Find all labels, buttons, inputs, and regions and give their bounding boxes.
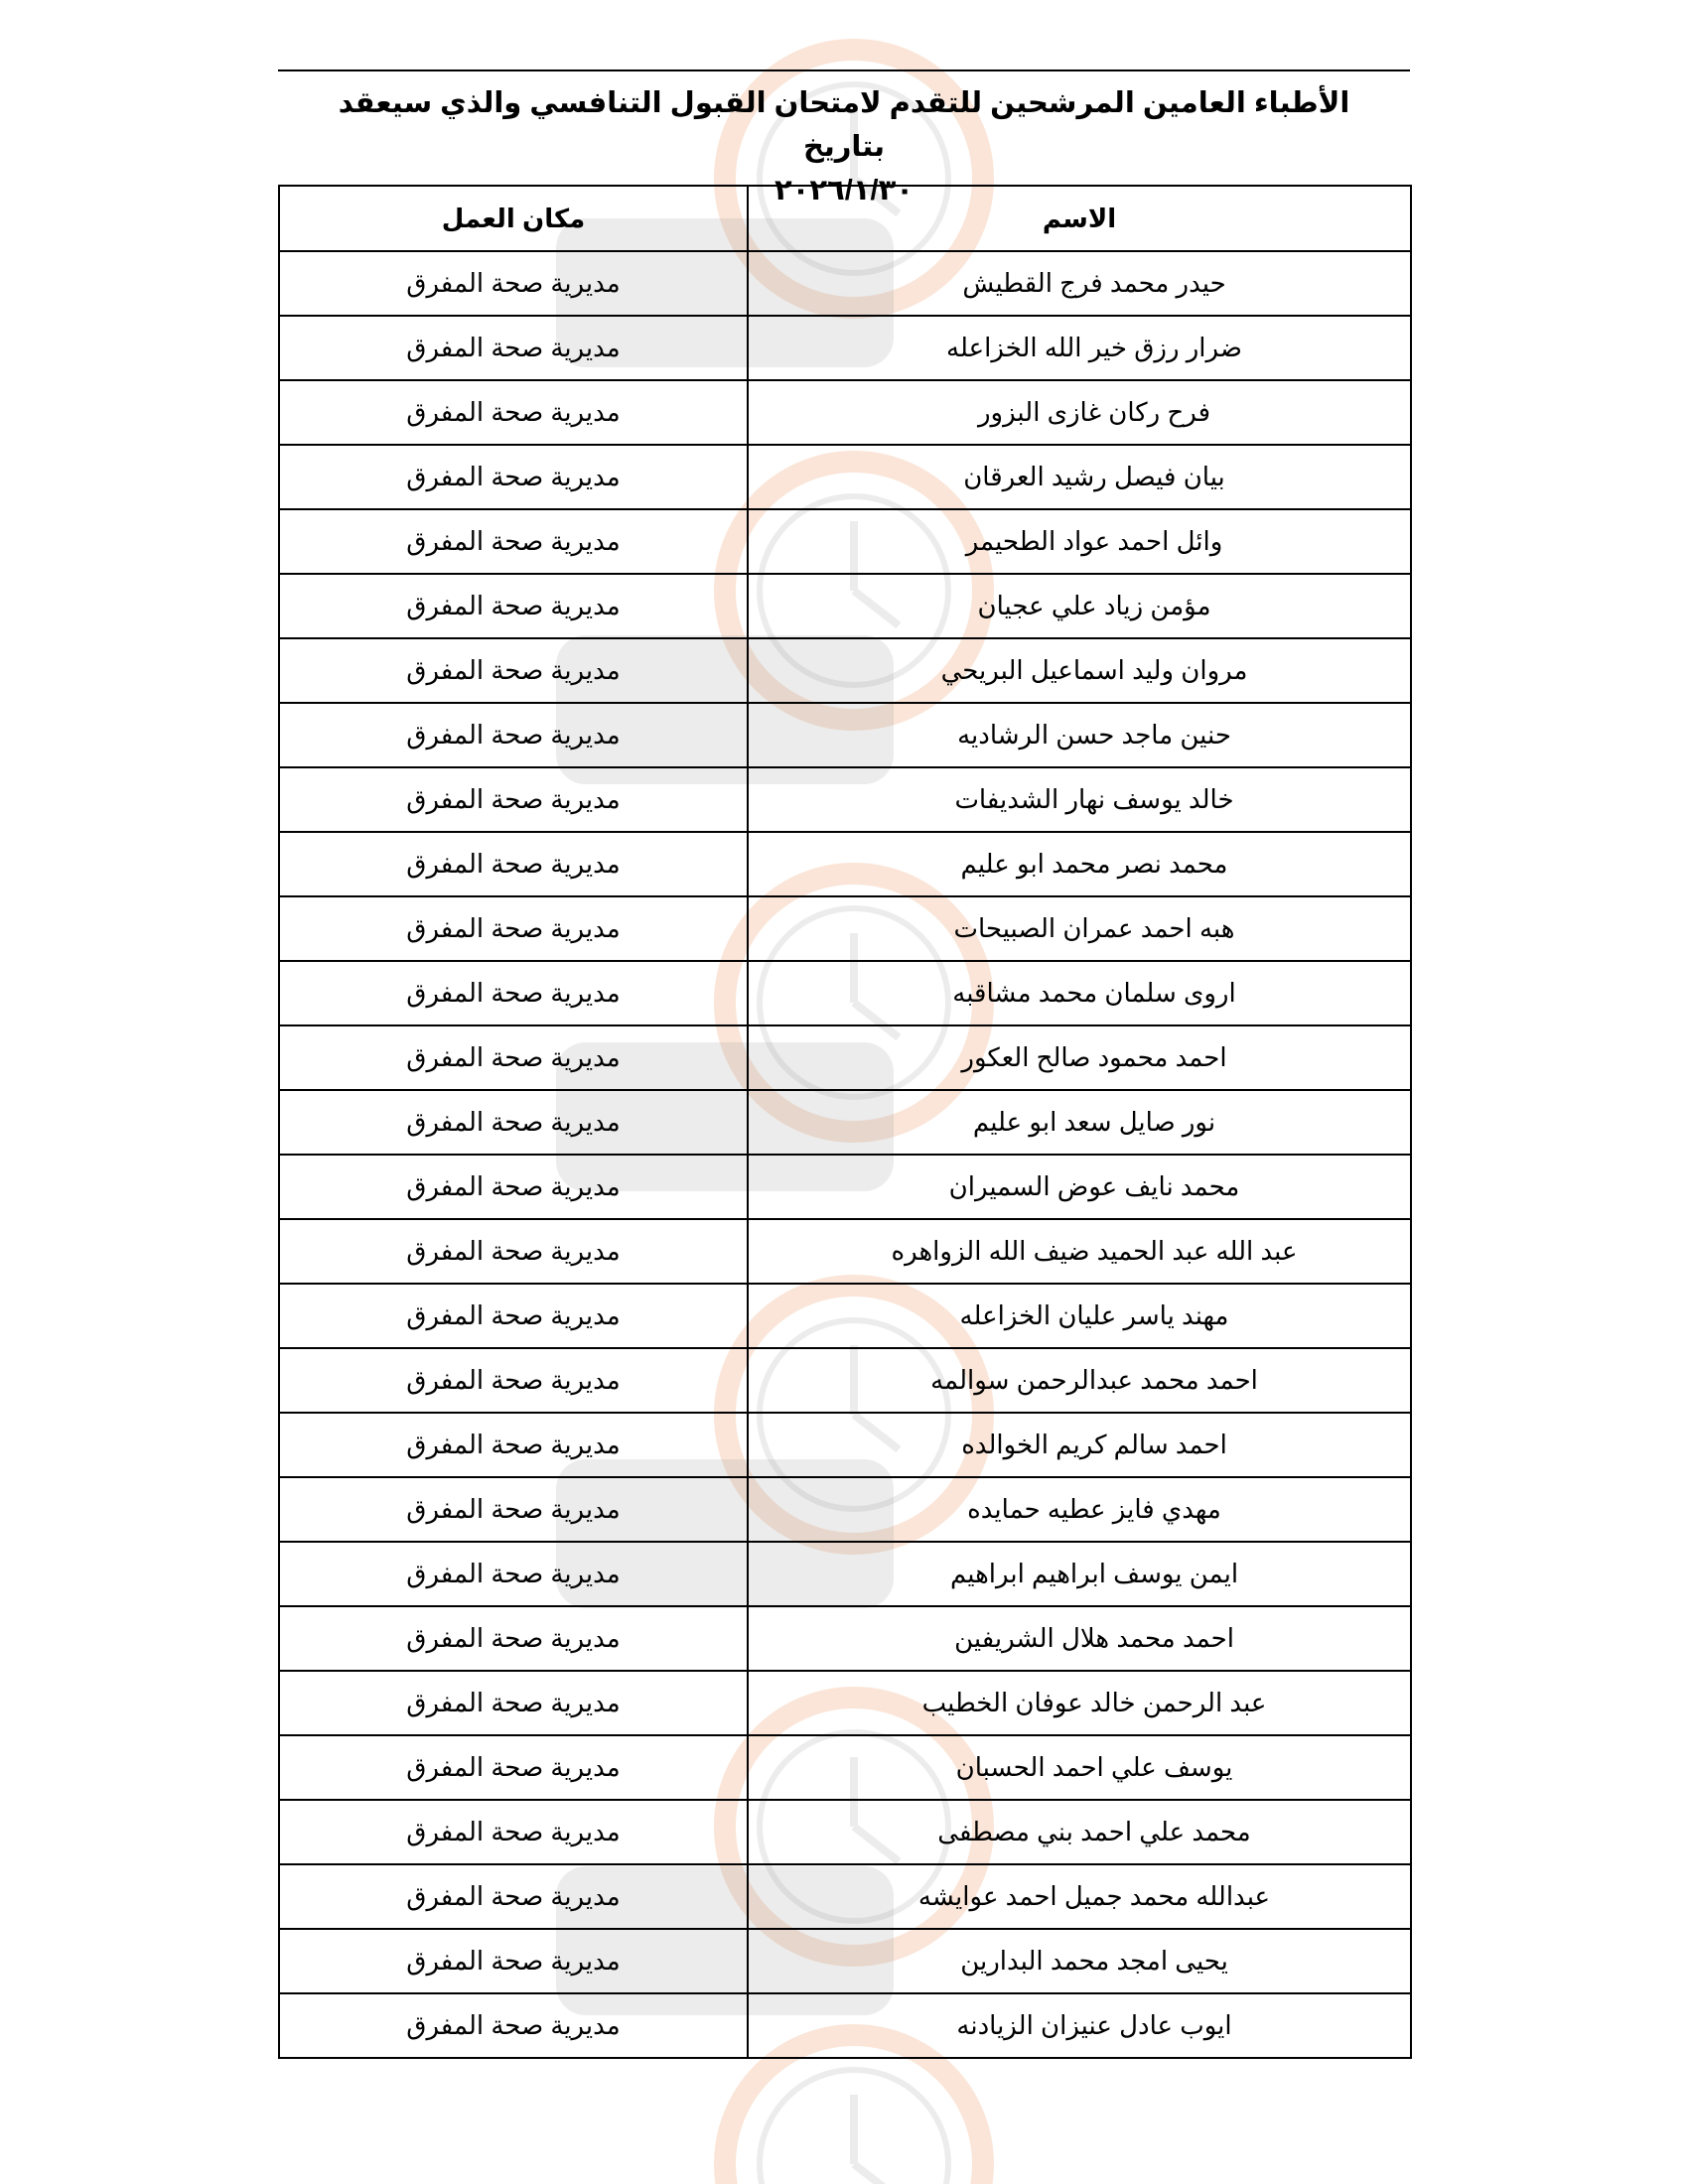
table-row [279, 1542, 1411, 1606]
table-row [279, 638, 1411, 703]
table-row [279, 445, 1411, 509]
candidates-table [278, 185, 1412, 2059]
cell-workplace: مديرية صحة المفرق [279, 638, 748, 703]
table-row [279, 1348, 1411, 1413]
title-line-1: الأطباء العامين المرشحين للتقدم لامتحان القبول التنافسي والذي سيعقد بتاريخ [338, 87, 1350, 163]
cell-workplace: مديرية صحة المفرق [279, 574, 748, 638]
cell-workplace: مديرية صحة المفرق [279, 1090, 748, 1155]
cell-name: احمد سالم كريم الخوالده [748, 1413, 1411, 1477]
table-row [279, 1735, 1411, 1800]
table-row [279, 1606, 1411, 1671]
cell-name: مهند ياسر عليان الخزاعله [748, 1284, 1411, 1348]
cell-workplace: مديرية صحة المفرق [279, 1800, 748, 1864]
cell-workplace: مديرية صحة المفرق [279, 961, 748, 1025]
table-row [279, 1929, 1411, 1993]
cell-workplace: مديرية صحة المفرق [279, 1735, 748, 1800]
cell-workplace: مديرية صحة المفرق [279, 1477, 748, 1542]
cell-name: مروان وليد اسماعيل البريحي [748, 638, 1411, 703]
cell-workplace: مديرية صحة المفرق [279, 1219, 748, 1284]
cell-name: ضرار رزق خير الله الخزاعله [748, 316, 1411, 380]
table-row [279, 703, 1411, 767]
cell-workplace: مديرية صحة المفرق [279, 703, 748, 767]
cell-workplace: مديرية صحة المفرق [279, 1284, 748, 1348]
cell-name: محمد نصر محمد ابو عليم [748, 832, 1411, 896]
cell-workplace: مديرية صحة المفرق [279, 767, 748, 832]
cell-name: يحيى امجد محمد البدارين [748, 1929, 1411, 1993]
cell-name: ايوب عادل عنيزان الزيادنه [748, 1993, 1411, 2058]
cell-workplace: مديرية صحة المفرق [279, 1542, 748, 1606]
cell-workplace: مديرية صحة المفرق [279, 380, 748, 445]
cell-name: خالد يوسف نهار الشديفات [748, 767, 1411, 832]
header-workplace: مكان العمل [279, 186, 748, 251]
table-row [279, 1477, 1411, 1542]
cell-name: عبدالله محمد جميل احمد عوايشه [748, 1864, 1411, 1929]
cell-workplace: مديرية صحة المفرق [279, 1025, 748, 1090]
cell-workplace: مديرية صحة المفرق [279, 251, 748, 316]
cell-name: حيدر محمد فرج القطيش [748, 251, 1411, 316]
cell-name: عبد الله عبد الحميد ضيف الله الزواهره [748, 1219, 1411, 1284]
table-row [279, 896, 1411, 961]
cell-name: مهدي فايز عطيه حمايده [748, 1477, 1411, 1542]
cell-name: محمد نايف عوض السميران [748, 1155, 1411, 1219]
table-row [279, 574, 1411, 638]
table-row [279, 1993, 1411, 2058]
table-header-row [279, 186, 1411, 251]
table-row [279, 1090, 1411, 1155]
table-row [279, 1155, 1411, 1219]
cell-name: ايمن يوسف ابراهيم ابراهيم [748, 1542, 1411, 1606]
title-date: ٢٠٢٦/١/٣٠ [774, 175, 914, 206]
table-row [279, 251, 1411, 316]
cell-name: محمد علي احمد بني مصطفى [748, 1800, 1411, 1864]
cell-name: وائل احمد عواد الطحيمر [748, 509, 1411, 574]
cell-workplace: مديرية صحة المفرق [279, 1348, 748, 1413]
cell-workplace: مديرية صحة المفرق [279, 896, 748, 961]
cell-name: فرح ركان غازى البزور [748, 380, 1411, 445]
cell-workplace: مديرية صحة المفرق [279, 1993, 748, 2058]
cell-workplace: مديرية صحة المفرق [279, 1671, 748, 1735]
table-body [279, 251, 1411, 2058]
cell-name: اروى سلمان محمد مشاقبه [748, 961, 1411, 1025]
cell-workplace: مديرية صحة المفرق [279, 445, 748, 509]
table-row [279, 1864, 1411, 1929]
header-name: الاسم [748, 186, 1411, 251]
table-row [279, 380, 1411, 445]
cell-workplace: مديرية صحة المفرق [279, 1864, 748, 1929]
cell-workplace: مديرية صحة المفرق [279, 1929, 748, 1993]
table-row [279, 1219, 1411, 1284]
table-row [279, 832, 1411, 896]
table-row [279, 1284, 1411, 1348]
cell-name: احمد محمود صالح العكور [748, 1025, 1411, 1090]
cell-name: احمد محمد عبدالرحمن سوالمه [748, 1348, 1411, 1413]
cell-name: بيان فيصل رشيد العرقان [748, 445, 1411, 509]
table-row [279, 767, 1411, 832]
cell-workplace: مديرية صحة المفرق [279, 832, 748, 896]
table-row [279, 961, 1411, 1025]
cell-name: احمد محمد هلال الشريفين [748, 1606, 1411, 1671]
table-row [279, 1671, 1411, 1735]
table-row [279, 1800, 1411, 1864]
top-rule [278, 69, 1410, 71]
table-row [279, 1025, 1411, 1090]
cell-name: يوسف علي احمد الحسبان [748, 1735, 1411, 1800]
table-row [279, 509, 1411, 574]
cell-name: نور صايل سعد ابو عليم [748, 1090, 1411, 1155]
cell-workplace: مديرية صحة المفرق [279, 509, 748, 574]
cell-workplace: مديرية صحة المفرق [279, 1606, 748, 1671]
table-row [279, 316, 1411, 380]
table-row [279, 1413, 1411, 1477]
cell-name: هبه احمد عمران الصبيحات [748, 896, 1411, 961]
cell-workplace: مديرية صحة المفرق [279, 1413, 748, 1477]
cell-workplace: مديرية صحة المفرق [279, 316, 748, 380]
cell-name: مؤمن زياد علي عجيان [748, 574, 1411, 638]
cell-workplace: مديرية صحة المفرق [279, 1155, 748, 1219]
cell-name: حنين ماجد حسن الرشاديه [748, 703, 1411, 767]
cell-name: عبد الرحمن خالد عوفان الخطيب [748, 1671, 1411, 1735]
